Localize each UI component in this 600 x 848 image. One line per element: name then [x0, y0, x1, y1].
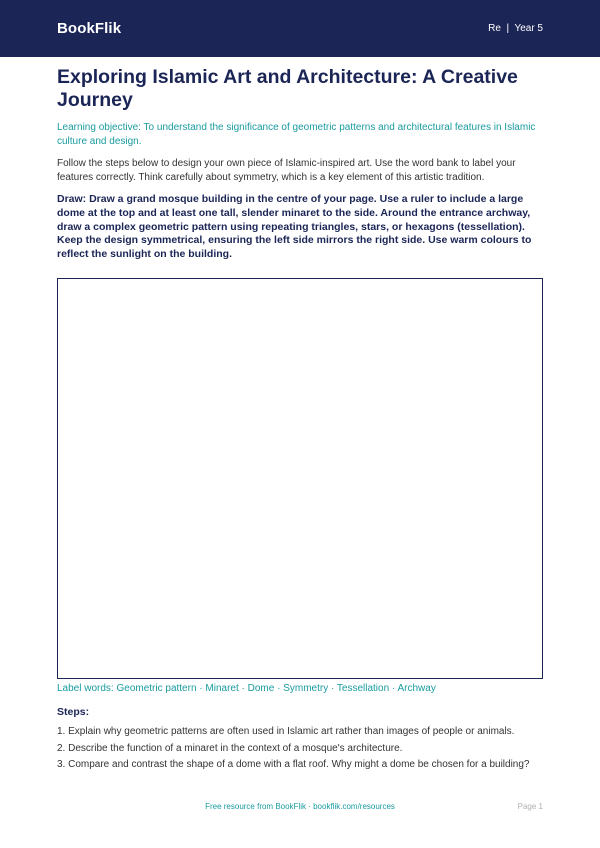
intro-paragraph: Follow the steps below to design your own piece of Islamic-inspired art. Use the word bank to label your features correctly. Think carefully about symmetry, which is a key element of this artistic tradition.: [57, 158, 516, 183]
drawing-area[interactable]: [57, 278, 543, 679]
meta-separator: |: [506, 23, 510, 34]
year-label: Year 5: [514, 23, 543, 34]
step-item: 2. Describe the function of a minaret in the context of a mosque's architecture.: [57, 742, 403, 754]
step-item: 3. Compare and contrast the shape of a dome with a flat roof. Why might a dome be chosen for a building?: [57, 759, 530, 770]
brand-logo-text: BookFlik: [57, 20, 122, 37]
page-title: Exploring Islamic Art and Architecture: A Creative Journey: [57, 66, 518, 111]
learning-objective: Learning objective: To understand the significance of geometric patterns and architectural features in Islamic culture and design.: [57, 122, 536, 147]
draw-instruction: Draw: Draw a grand mosque building in the centre of your page. Use a ruler to include a large dome at the top and at least one tall, slender minaret to the side. Around the entrance archway, draw a complex geometric pattern using repeating triangles, stars, or hexagons (tessellation). Keep the design symmetrical, ensuring the left side mirrors the right side. Use warm colours to reflect the sunlight on the building.: [57, 193, 532, 261]
label-word-bank: Label words: Geometric pattern · Minaret · Dome · Symmetry · Tessellation · Archway: [57, 683, 436, 694]
steps-heading: Steps:: [57, 706, 90, 718]
page-header: [0, 0, 600, 57]
subject-label: Re: [488, 23, 501, 34]
subject-year-label: [488, 23, 543, 34]
footer-resource-link[interactable]: Free resource from BookFlik · bookflik.com/resources: [205, 802, 395, 811]
steps-list: [57, 724, 557, 774]
page-number: Page 1: [517, 802, 543, 811]
step-item: 1. Explain why geometric patterns are often used in Islamic art rather than images of people or animals.: [57, 726, 515, 737]
